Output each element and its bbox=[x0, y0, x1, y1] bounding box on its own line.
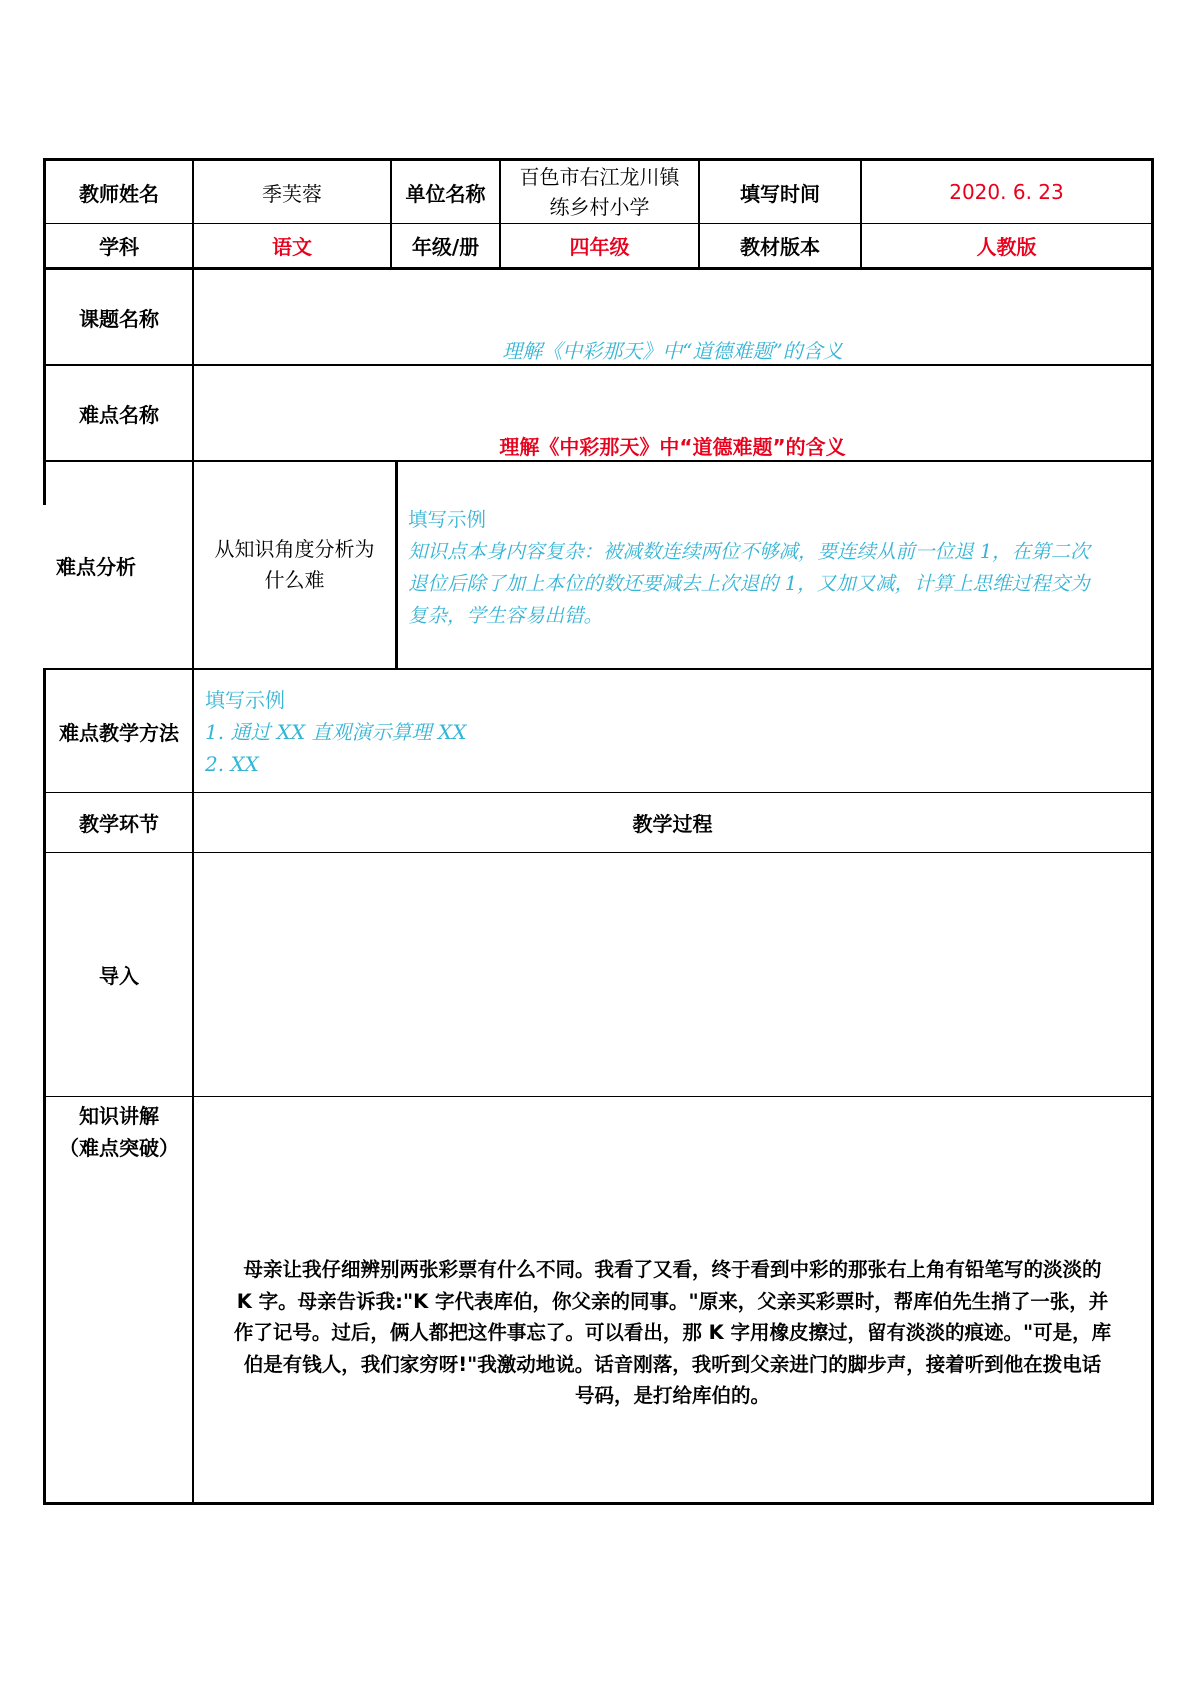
teacher-name-value: 季芙蓉 bbox=[262, 181, 322, 206]
row-divider bbox=[43, 364, 1154, 366]
knowledge-text-line: 号码，是打给库伯的。 bbox=[574, 1384, 770, 1407]
table-border-right bbox=[1151, 158, 1154, 1505]
method-item: 1. 通过 XX 直观演示算理 XX bbox=[205, 720, 467, 744]
analysis-label: 难点分析 bbox=[56, 554, 136, 579]
knowledge-label-line2: （难点突破） bbox=[59, 1136, 179, 1160]
fill-date-label: 填写时间 bbox=[740, 181, 820, 206]
method-example bbox=[205, 684, 1105, 780]
fill-date-value: 2020. 6. 23 bbox=[949, 180, 1064, 204]
analysis-example bbox=[408, 504, 1148, 632]
knowledge-label-line1: 知识讲解 bbox=[79, 1104, 159, 1128]
knowledge-text-line: 母亲让我仔细辨别两张彩票有什么不同。我看了又看，终于看到中彩的那张右上角有铅笔写的淡淡的 bbox=[243, 1258, 1102, 1281]
knowledge-text bbox=[200, 1254, 1145, 1412]
col-divider bbox=[395, 460, 398, 669]
edition-value: 人教版 bbox=[976, 235, 1037, 259]
knowledge-text-line: 伯是有钱人，我们家穷呀!"我激动地说。话音刚落，我听到父亲进门的脚步声，接着听到他在拨电话 bbox=[243, 1352, 1102, 1376]
table-border-bottom bbox=[43, 1502, 1154, 1505]
unit-name-line2: 练乡村小学 bbox=[549, 195, 650, 219]
subject-label: 学科 bbox=[99, 235, 139, 259]
edition-label: 教材版本 bbox=[740, 235, 820, 259]
difficulty-label: 难点名称 bbox=[79, 402, 159, 427]
method-example-title: 填写示例 bbox=[205, 688, 285, 712]
row-divider bbox=[43, 1096, 1154, 1097]
row-divider bbox=[43, 668, 1154, 670]
process-label: 教学过程 bbox=[632, 812, 713, 836]
row-divider bbox=[43, 852, 1154, 853]
unit-name-value bbox=[501, 161, 698, 223]
analysis-example-line: 知识点本身内容复杂：被减数连续两位不够减，要连续从前一位退 1，在第二次 bbox=[408, 540, 1090, 563]
grade-value: 四年级 bbox=[569, 235, 630, 259]
method-label: 难点教学方法 bbox=[59, 720, 179, 745]
analysis-sub-label-line1: 从知识角度分析为 bbox=[214, 537, 375, 561]
knowledge-text-line: 作了记号。过后，俩人都把这件事忘了。可以看出，那 K 字用橡皮擦过，留有淡淡的痕迹。"可是，库 bbox=[233, 1321, 1112, 1344]
topic-value: 理解《中彩那天》中“道德难题”的含义 bbox=[502, 338, 843, 363]
unit-name-line1: 百色市右江龙川镇 bbox=[519, 165, 680, 189]
knowledge-text-line: K 字。母亲告诉我:"K 字代表库伯，你父亲的同事。"原来，父亲买彩票时，帮库伯先生捎了一张，并 bbox=[236, 1289, 1109, 1313]
analysis-example-line: 复杂，学生容易出错。 bbox=[408, 604, 604, 627]
difficulty-value: 理解《中彩那天》中“道德难题”的含义 bbox=[499, 434, 846, 459]
teacher-name-label: 教师姓名 bbox=[79, 181, 159, 206]
analysis-example-title: 填写示例 bbox=[408, 508, 487, 531]
analysis-example-line: 退位后除了加上本位的数还要减去上次退的 1，又加又减，计算上思维过程交为 bbox=[408, 572, 1090, 595]
knowledge-label bbox=[46, 1100, 192, 1164]
intro-label: 导入 bbox=[99, 964, 139, 988]
stage-label: 教学环节 bbox=[79, 812, 159, 836]
analysis-sub-label bbox=[194, 462, 395, 668]
grade-label: 年级/册 bbox=[411, 235, 480, 259]
subject-value: 语文 bbox=[272, 235, 312, 259]
method-item: 2. XX bbox=[205, 752, 259, 776]
analysis-sub-label-line2: 什么难 bbox=[264, 568, 325, 592]
row-divider bbox=[43, 267, 1154, 270]
unit-name-label: 单位名称 bbox=[405, 181, 486, 206]
topic-label: 课题名称 bbox=[79, 306, 159, 331]
